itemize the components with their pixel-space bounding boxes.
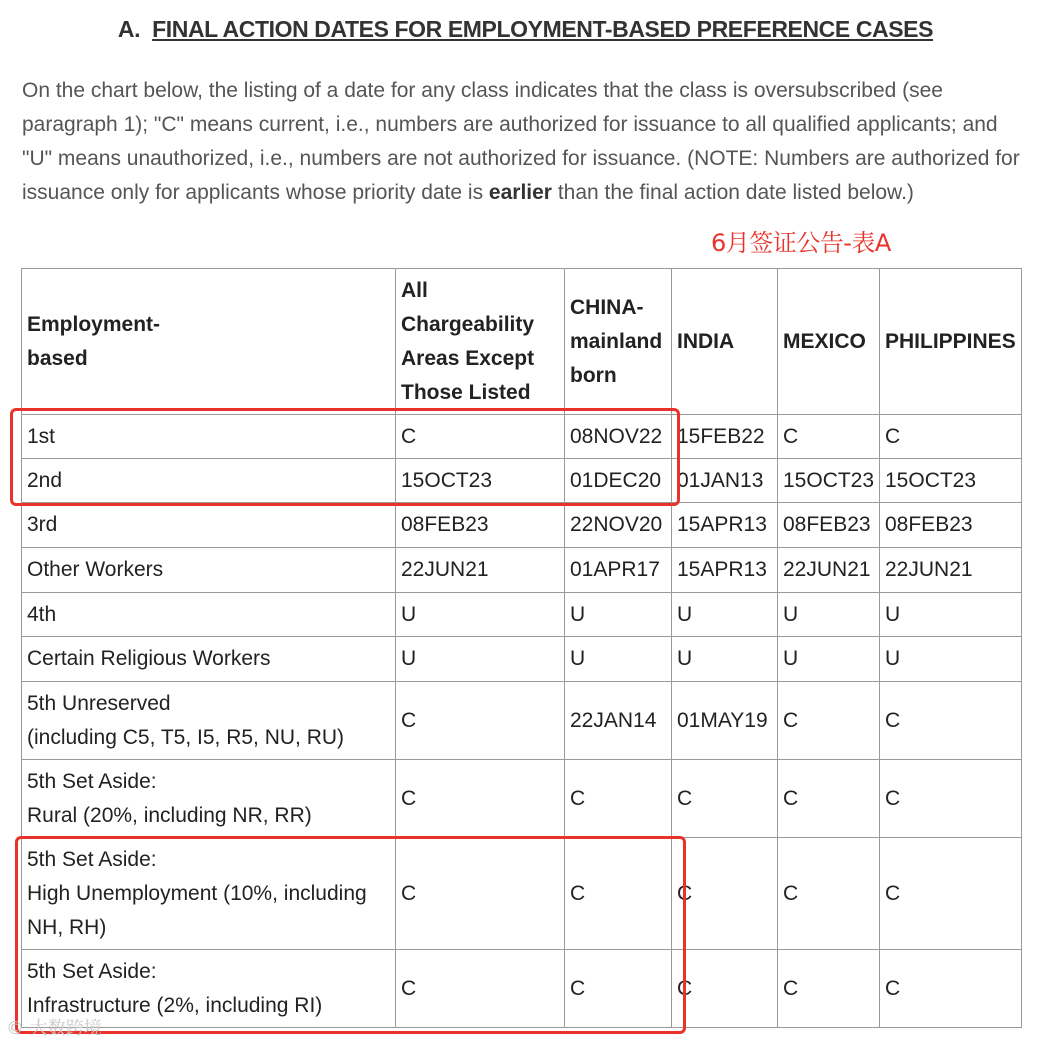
row-value: C <box>672 950 778 1028</box>
row-category-line: (including C5, T5, I5, R5, NU, RU) <box>27 725 345 749</box>
row-value: U <box>778 637 880 682</box>
table-row <box>22 593 1022 637</box>
row-value: 01JAN13 <box>672 459 778 503</box>
row-category-line: 2nd <box>27 468 63 492</box>
row-value: 01APR17 <box>565 548 672 593</box>
row-category-line: 5th Set Aside: <box>27 847 157 871</box>
intro-text-1: On the chart below, the listing of a date for any class indicates that the class is oversubscribed (see paragraph 1); "C" means current, i.e., numbers are authorized for issuance to all qualified applicants; and "U" means unauthorized, i.e., numbers are not authorized for issuance. (NOTE: Numbers are authorized for issuance only for applicants whose priority date is <box>22 79 1020 204</box>
row-value: C <box>880 838 1022 950</box>
table-row <box>22 548 1022 593</box>
row-category-line: 5th Set Aside: <box>27 769 157 793</box>
final-action-dates-table <box>21 268 1022 1028</box>
row-category-line: Other Workers <box>27 558 164 581</box>
header-employment-based: Employment-based <box>22 269 396 415</box>
row-value: C <box>565 760 672 838</box>
row-value: U <box>778 593 880 637</box>
row-value: 22JUN21 <box>778 548 880 593</box>
table-row <box>22 682 1022 760</box>
header-india: INDIA <box>672 269 778 415</box>
row-value: U <box>672 637 778 682</box>
row-value: 22NOV20 <box>565 503 672 548</box>
intro-text-2: than the final action date listed below.) <box>557 181 914 204</box>
section-title-text: FINAL ACTION DATES FOR EMPLOYMENT-BASED PREFERENCE CASES <box>152 16 934 42</box>
row-value: 22JUN21 <box>396 548 565 593</box>
row-value: 15OCT23 <box>396 459 565 503</box>
row-value: 15OCT23 <box>778 459 880 503</box>
row-category-line: 5th Set Aside: <box>27 959 157 983</box>
row-category <box>22 838 396 950</box>
row-value: C <box>565 838 672 950</box>
header-mexico: MEXICO <box>778 269 880 415</box>
row-value: 15OCT23 <box>880 459 1022 503</box>
row-value: 15APR13 <box>672 548 778 593</box>
row-value: C <box>396 838 565 950</box>
row-value: C <box>565 950 672 1028</box>
header-row <box>22 269 1022 415</box>
row-value: 22JUN21 <box>880 548 1022 593</box>
row-value: C <box>778 415 880 459</box>
table-row <box>22 459 1022 503</box>
row-category <box>22 415 396 459</box>
row-value: U <box>396 593 565 637</box>
table-row <box>22 838 1022 950</box>
row-value: C <box>672 838 778 950</box>
intro-paragraph <box>22 74 1022 210</box>
row-value: C <box>396 415 565 459</box>
table-row <box>22 760 1022 838</box>
row-value: 15FEB22 <box>672 415 778 459</box>
row-value: U <box>880 593 1022 637</box>
row-category <box>22 593 396 637</box>
row-value: U <box>565 637 672 682</box>
row-value: C <box>396 682 565 760</box>
row-value: C <box>396 760 565 838</box>
row-value: U <box>396 637 565 682</box>
row-category <box>22 637 396 682</box>
table-row <box>22 503 1022 548</box>
row-value: 08FEB23 <box>880 503 1022 548</box>
row-value: C <box>778 760 880 838</box>
row-value: C <box>778 950 880 1028</box>
header-china: CHINA-mainland born <box>565 269 672 415</box>
row-value: C <box>778 682 880 760</box>
row-category <box>22 459 396 503</box>
row-value: C <box>880 682 1022 760</box>
header-all-chargeability: All Chargeability Areas Except Those Listed <box>396 269 565 415</box>
table-row <box>22 415 1022 459</box>
header-philippines: PHILIPPINES <box>880 269 1022 415</box>
section-title <box>0 16 1051 43</box>
row-value: 01MAY19 <box>672 682 778 760</box>
row-value: 08FEB23 <box>778 503 880 548</box>
row-category-line: Rural (20%, including NR, RR) <box>27 803 312 827</box>
row-value: 08NOV22 <box>565 415 672 459</box>
row-category-line: 5th Unreserved <box>27 691 171 715</box>
row-category <box>22 760 396 838</box>
row-category <box>22 503 396 548</box>
row-category-line: Certain Religious Workers <box>27 647 271 670</box>
row-value: C <box>778 838 880 950</box>
table-row <box>22 950 1022 1028</box>
row-value: 08FEB23 <box>396 503 565 548</box>
row-value: 01DEC20 <box>565 459 672 503</box>
row-category-line: 3rd <box>27 513 58 536</box>
row-value: U <box>565 593 672 637</box>
row-value: C <box>880 415 1022 459</box>
row-value: U <box>672 593 778 637</box>
row-category-line: 4th <box>27 602 57 626</box>
row-category-line: 1st <box>27 424 56 448</box>
table-row <box>22 637 1022 682</box>
row-category <box>22 548 396 593</box>
row-value: C <box>672 760 778 838</box>
row-value: 22JAN14 <box>565 682 672 760</box>
intro-bold-earlier: earlier <box>488 181 552 204</box>
watermark: © 大数跨境 <box>6 1018 102 1039</box>
row-category-line: High Unemployment (10%, including NH, RH) <box>27 881 367 939</box>
row-category-line: Infrastructure (2%, including RI) <box>27 993 323 1017</box>
row-category <box>22 682 396 760</box>
annotation-label: 6月签证公告-表A <box>711 229 891 257</box>
row-value: U <box>880 637 1022 682</box>
row-value: 15APR13 <box>672 503 778 548</box>
row-value: C <box>880 950 1022 1028</box>
row-value: C <box>396 950 565 1028</box>
row-value: C <box>880 760 1022 838</box>
section-prefix: A. <box>117 16 141 42</box>
